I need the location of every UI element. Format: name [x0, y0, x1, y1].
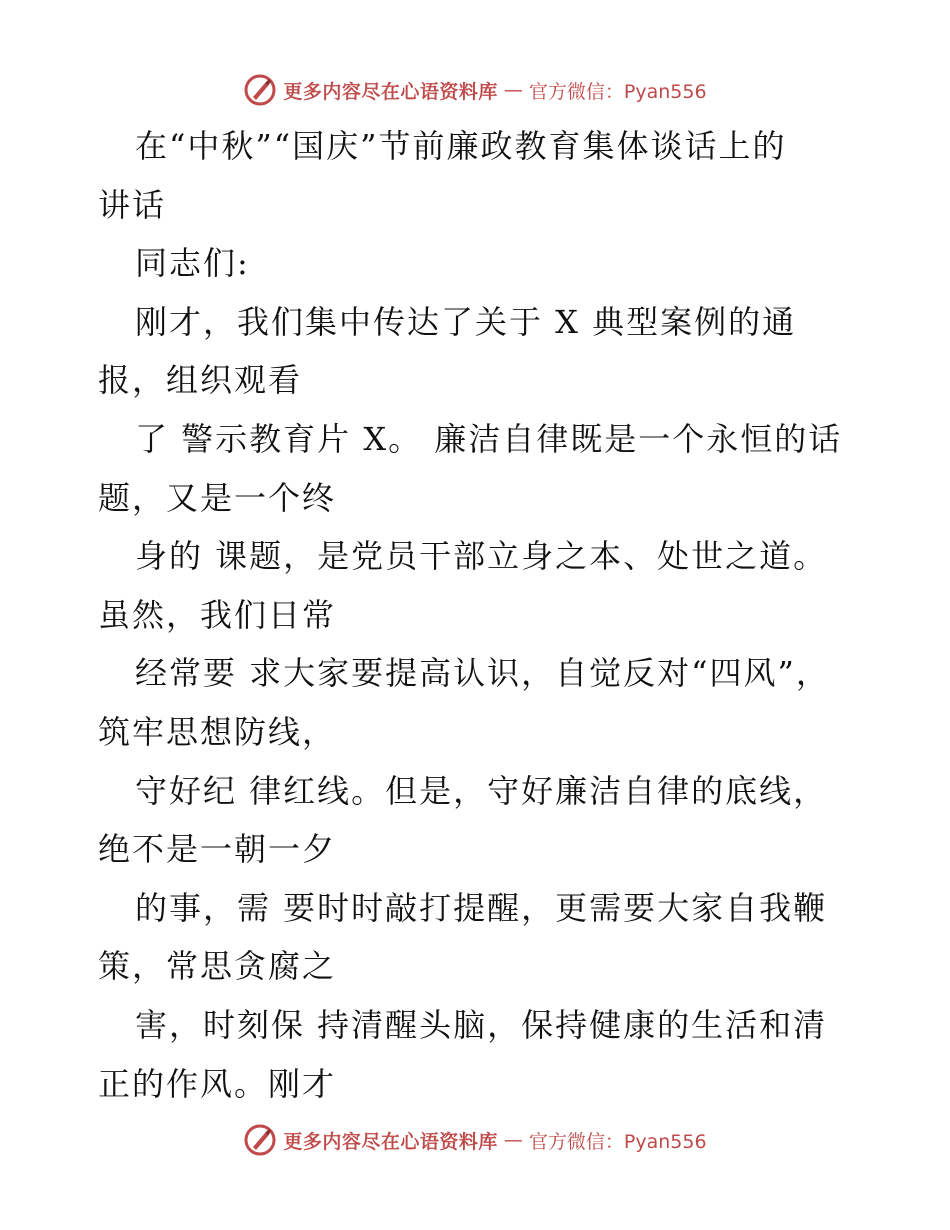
document-line: 绝不是一朝一夕	[98, 830, 337, 868]
document-line: 守好纪 律红线。但是，守好廉洁自律的底线，	[135, 772, 828, 810]
banner-separator: —	[503, 1129, 523, 1151]
document-line: 筑牢思想防线，	[98, 713, 337, 751]
document-line: 策，常思贪腐之	[98, 947, 337, 985]
banner-text: 更多内容尽在心语资料库	[283, 80, 498, 103]
document-line: 正的作风。刚才	[98, 1065, 337, 1103]
banner-wechat: 官方微信：Pyan556	[528, 1130, 707, 1153]
header-watermark-banner	[0, 70, 950, 110]
banner-text: 更多内容尽在心语资料库	[283, 1130, 498, 1153]
pen-logo-icon	[243, 1123, 277, 1157]
document-line: 同志们:	[135, 244, 250, 282]
pen-logo-icon	[243, 73, 277, 107]
banner-wechat: 官方微信：Pyan556	[528, 80, 707, 103]
document-line: 刚才，我们集中传达了关于 X 典型案例的通	[135, 303, 797, 341]
document-line: 害，时刻保 持清醒头脑，保持健康的生活和清	[135, 1006, 828, 1044]
document-line: 身的 课题，是党员干部立身之本、处世之道。	[135, 537, 828, 575]
document-line: 在“中秋”“国庆”节前廉政教育集体谈话上的	[135, 127, 787, 165]
banner-separator: —	[503, 79, 523, 101]
document-line: 的事，需 要时时敲打提醒，更需要大家自我鞭	[135, 889, 828, 927]
footer-watermark-banner	[0, 1120, 950, 1160]
document-line: 了 警示教育片 X。 廉洁自律既是一个永恒的话	[135, 420, 843, 458]
document-line: 经常要 求大家要提高认识，自觉反对“四风”，	[135, 654, 830, 692]
document-line: 虽然，我们日常	[98, 596, 337, 634]
document-line: 题，又是一个终	[98, 479, 337, 517]
document-line: 讲话	[98, 186, 167, 224]
document-line: 报，组织观看	[98, 361, 303, 399]
